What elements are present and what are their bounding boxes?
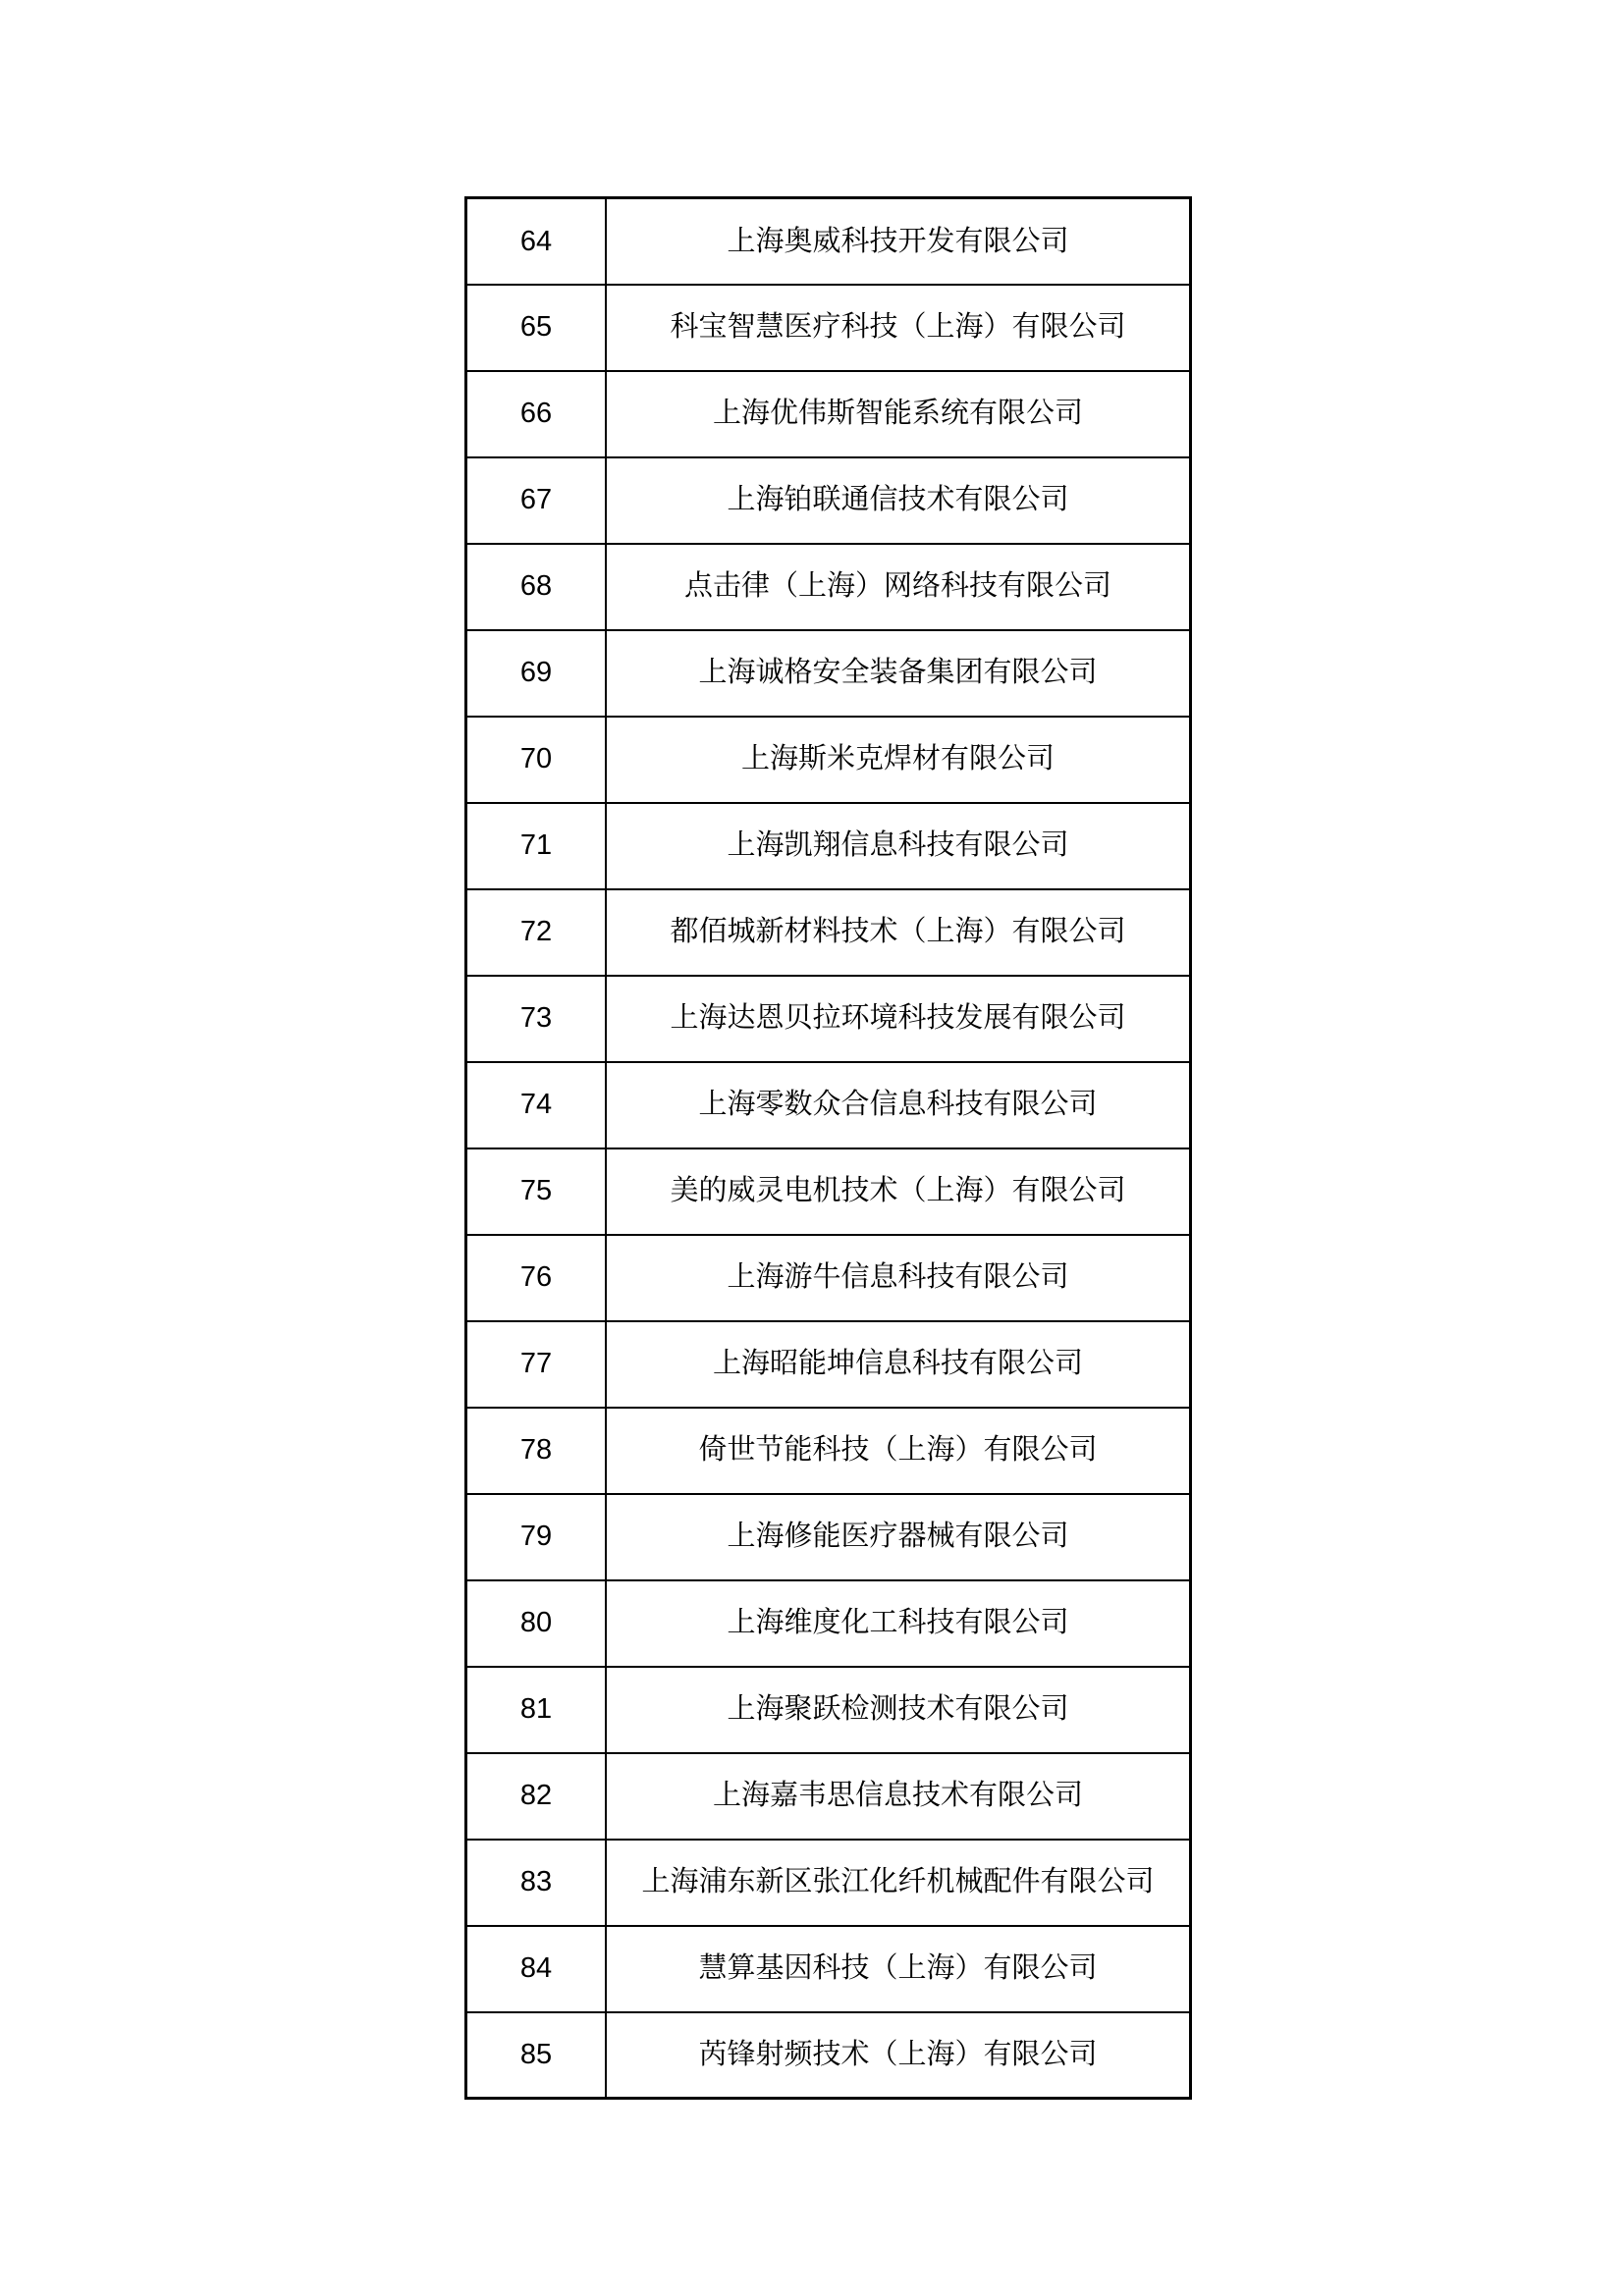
table-row	[466, 1926, 1191, 2012]
rank-cell: 73	[466, 976, 607, 1062]
rank-cell: 68	[466, 544, 607, 630]
rank-cell: 70	[466, 717, 607, 803]
rank-cell: 76	[466, 1235, 607, 1321]
table-row	[466, 1235, 1191, 1321]
rank-cell: 83	[466, 1840, 607, 1926]
company-name-cell: 倚世节能科技（上海）有限公司	[606, 1408, 1191, 1494]
company-name-cell: 上海聚跃检测技术有限公司	[606, 1667, 1191, 1753]
table-row	[466, 1408, 1191, 1494]
company-name-cell: 上海游牛信息科技有限公司	[606, 1235, 1191, 1321]
table-row	[466, 1667, 1191, 1753]
rank-cell: 72	[466, 889, 607, 976]
table-row	[466, 371, 1191, 457]
rank-cell: 67	[466, 457, 607, 544]
company-name-cell: 上海诚格安全装备集团有限公司	[606, 630, 1191, 717]
table-row	[466, 1148, 1191, 1235]
company-name-cell: 上海昭能坤信息科技有限公司	[606, 1321, 1191, 1408]
company-table	[464, 196, 1192, 2100]
company-name-cell: 上海浦东新区张江化纤机械配件有限公司	[606, 1840, 1191, 1926]
company-name-cell: 上海优伟斯智能系统有限公司	[606, 371, 1191, 457]
rank-cell: 66	[466, 371, 607, 457]
company-name-cell: 科宝智慧医疗科技（上海）有限公司	[606, 285, 1191, 371]
rank-cell: 74	[466, 1062, 607, 1148]
company-name-cell: 芮锋射频技术（上海）有限公司	[606, 2012, 1191, 2099]
rank-cell: 81	[466, 1667, 607, 1753]
table-row	[466, 976, 1191, 1062]
company-name-cell: 美的威灵电机技术（上海）有限公司	[606, 1148, 1191, 1235]
rank-cell: 69	[466, 630, 607, 717]
rank-cell: 77	[466, 1321, 607, 1408]
rank-cell: 82	[466, 1753, 607, 1840]
table-row	[466, 1062, 1191, 1148]
company-table-body	[466, 198, 1191, 2099]
table-row	[466, 544, 1191, 630]
table-row	[466, 1753, 1191, 1840]
company-name-cell: 上海达恩贝拉环境科技发展有限公司	[606, 976, 1191, 1062]
company-name-cell: 上海斯米克焊材有限公司	[606, 717, 1191, 803]
rank-cell: 64	[466, 198, 607, 285]
table-row	[466, 717, 1191, 803]
rank-cell: 84	[466, 1926, 607, 2012]
table-row	[466, 1840, 1191, 1926]
rank-cell: 78	[466, 1408, 607, 1494]
rank-cell: 71	[466, 803, 607, 889]
table-row	[466, 1580, 1191, 1667]
table-row	[466, 889, 1191, 976]
company-name-cell: 上海维度化工科技有限公司	[606, 1580, 1191, 1667]
table-row	[466, 1321, 1191, 1408]
rank-cell: 85	[466, 2012, 607, 2099]
company-name-cell: 慧算基因科技（上海）有限公司	[606, 1926, 1191, 2012]
company-name-cell: 上海嘉韦思信息技术有限公司	[606, 1753, 1191, 1840]
company-name-cell: 上海零数众合信息科技有限公司	[606, 1062, 1191, 1148]
company-name-cell: 上海奥威科技开发有限公司	[606, 198, 1191, 285]
rank-cell: 75	[466, 1148, 607, 1235]
table-row	[466, 457, 1191, 544]
table-row	[466, 630, 1191, 717]
table-row	[466, 803, 1191, 889]
company-name-cell: 上海铂联通信技术有限公司	[606, 457, 1191, 544]
rank-cell: 79	[466, 1494, 607, 1580]
table-row	[466, 285, 1191, 371]
table-row	[466, 1494, 1191, 1580]
table-row	[466, 2012, 1191, 2099]
table-row	[466, 198, 1191, 285]
company-name-cell: 都佰城新材料技术（上海）有限公司	[606, 889, 1191, 976]
company-name-cell: 上海修能医疗器械有限公司	[606, 1494, 1191, 1580]
company-name-cell: 点击律（上海）网络科技有限公司	[606, 544, 1191, 630]
company-name-cell: 上海凯翔信息科技有限公司	[606, 803, 1191, 889]
rank-cell: 80	[466, 1580, 607, 1667]
rank-cell: 65	[466, 285, 607, 371]
